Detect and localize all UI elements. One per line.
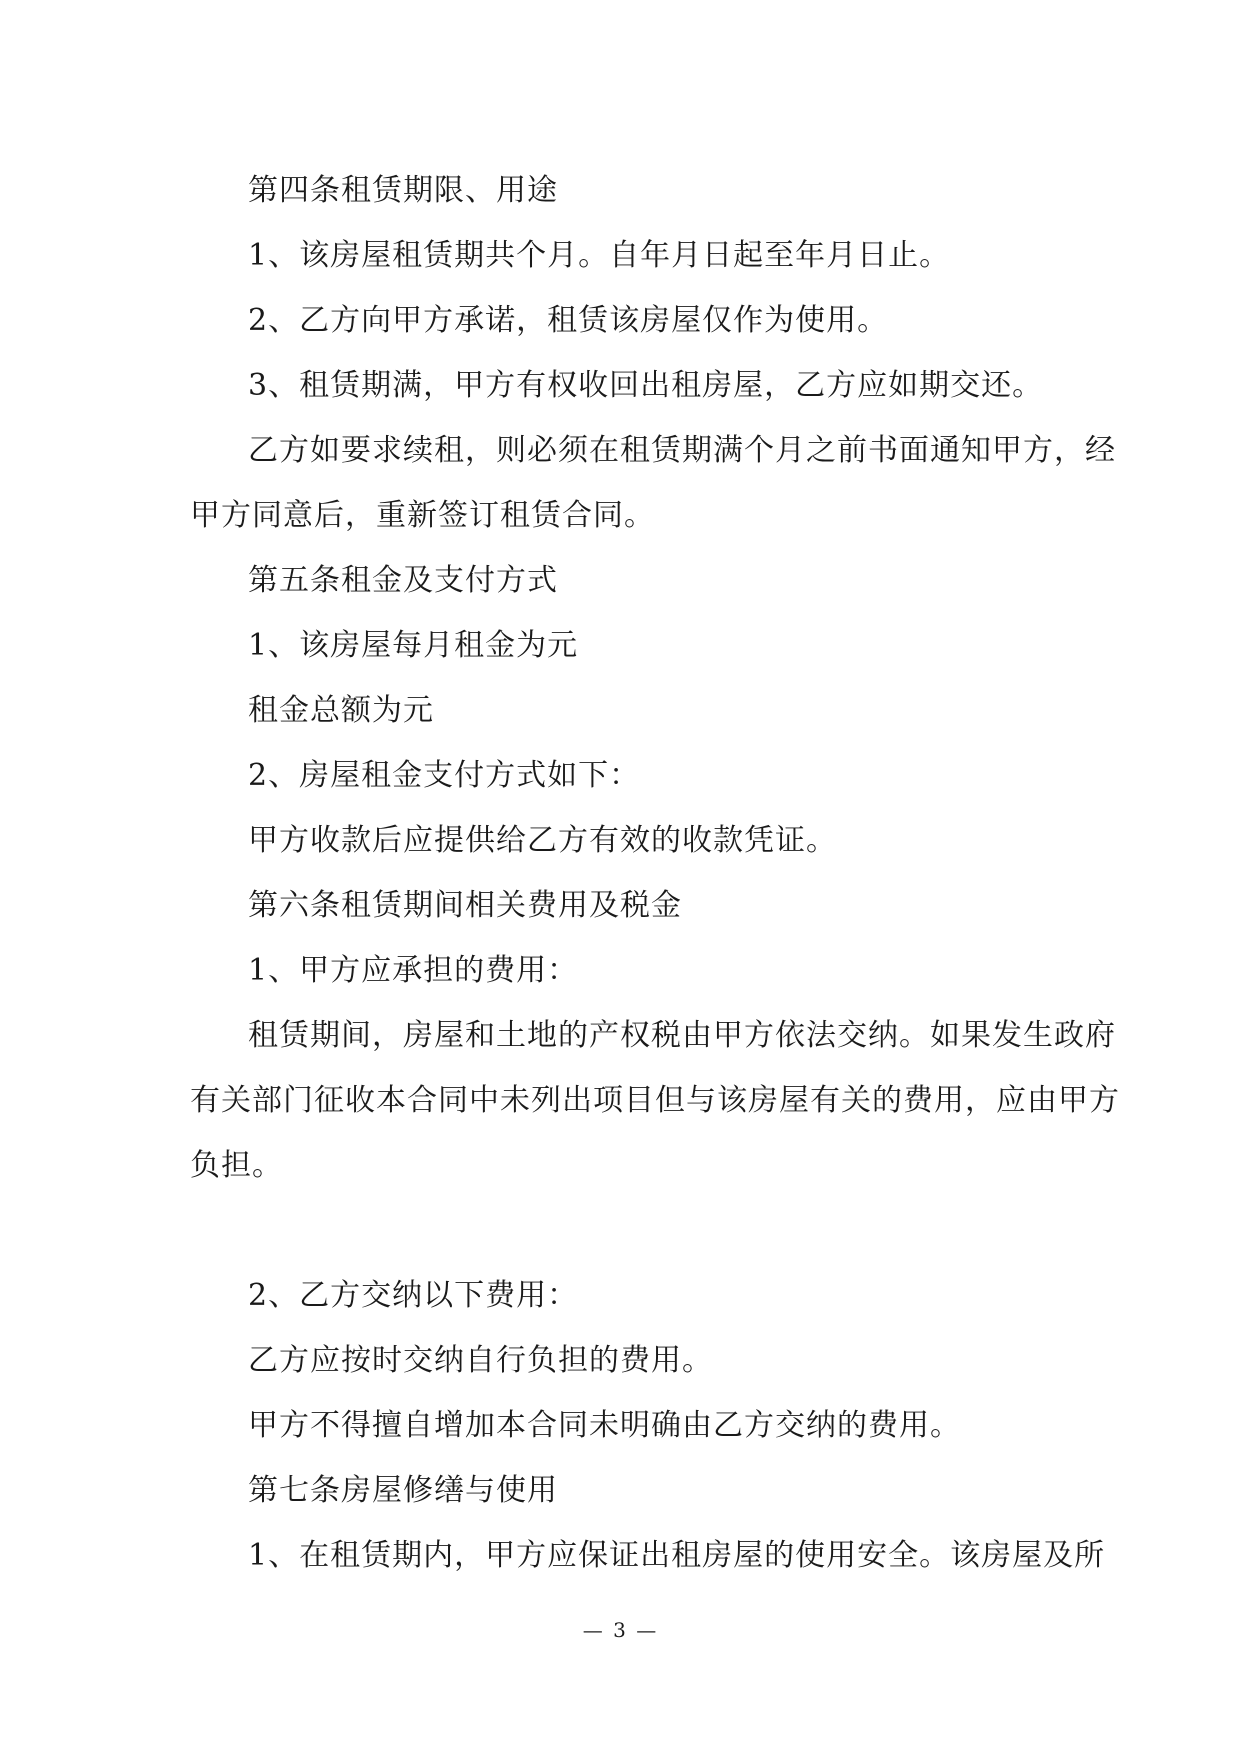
paragraph: 租金总额为元: [248, 693, 434, 728]
paragraph: 甲方不得擅自增加本合同未明确由乙方交纳的费用。: [248, 1408, 961, 1443]
document-body: [190, 158, 1120, 1588]
paragraph: 2、乙方交纳以下费用：: [248, 1278, 579, 1313]
paragraph-continuation: 负担。: [190, 1148, 283, 1183]
paragraph: 1、该房屋租赁期共个月。自年月日起至年月日止。: [248, 238, 951, 273]
blank-gap: [190, 1198, 1070, 1263]
paragraph: 2、房屋租金支付方式如下：: [248, 758, 641, 793]
paragraph: 甲方收款后应提供给乙方有效的收款凭证。: [248, 823, 837, 858]
paragraph: 1、在租赁期内，甲方应保证出租房屋的使用安全。该房屋及所: [248, 1538, 1106, 1573]
paragraph: 1、该房屋每月租金为元: [248, 628, 579, 663]
paragraph: 租赁期间，房屋和土地的产权税由甲方依法交纳。如果发生政府: [248, 1018, 1116, 1053]
paragraph: 乙方应按时交纳自行负担的费用。: [248, 1343, 713, 1378]
article-4-heading: 第四条租赁期限、用途: [248, 173, 558, 208]
paragraph: 乙方如要求续租，则必须在租赁期满个月之前书面通知甲方，经: [248, 433, 1116, 468]
article-5-heading: 第五条租金及支付方式: [248, 563, 558, 598]
paragraph: 3、租赁期满，甲方有权收回出租房屋，乙方应如期交还。: [248, 368, 1044, 403]
article-7-heading: 第七条房屋修缮与使用: [248, 1473, 558, 1508]
paragraph: 2、乙方向甲方承诺，租赁该房屋仅作为使用。: [248, 303, 889, 338]
paragraph-continuation: 甲方同意后，重新签订租赁合同。: [190, 498, 655, 533]
paragraph-continuation: 有关部门征收本合同中未列出项目但与该房屋有关的费用，应由甲方: [190, 1083, 1120, 1118]
page-number: — 3 —: [582, 1618, 659, 1642]
paragraph: 1、甲方应承担的费用：: [248, 953, 579, 988]
article-6-heading: 第六条租赁期间相关费用及税金: [248, 888, 682, 923]
